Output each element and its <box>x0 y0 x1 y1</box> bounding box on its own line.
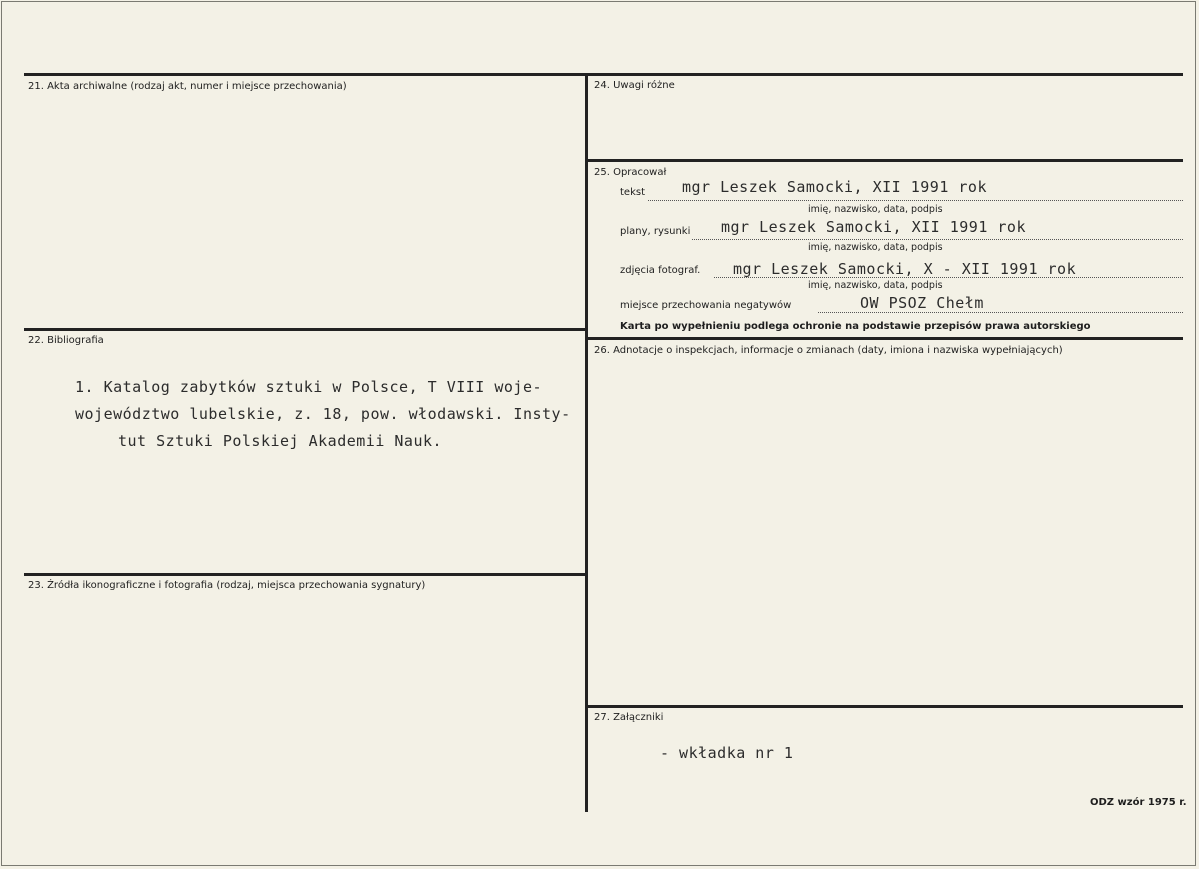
rule-25 <box>587 159 1183 162</box>
plany-value: mgr Leszek Samocki, XII 1991 rok <box>721 218 1026 236</box>
center-divider <box>585 75 588 812</box>
section-22-label: 22. Bibliografia <box>28 335 104 346</box>
form-model-label: ODZ wzór 1975 r. <box>1090 797 1187 808</box>
tekst-value: mgr Leszek Samocki, XII 1991 rok <box>682 178 987 196</box>
top-rule <box>24 73 1183 76</box>
rule-23 <box>24 573 587 576</box>
signature-caption: imię, nazwisko, data, podpis <box>808 204 943 215</box>
section-25-label: 25. Opracował <box>594 167 667 178</box>
attachment-item: - wkładka nr 1 <box>660 744 794 762</box>
section-27-label: 27. Załączniki <box>594 712 664 723</box>
rule-27 <box>587 705 1183 708</box>
signature-caption: imię, nazwisko, data, podpis <box>808 280 943 291</box>
bibliography-line: tut Sztuki Polskiej Akademii Nauk. <box>118 432 443 450</box>
zdjecia-label: zdjęcia fotograf. <box>620 265 701 276</box>
signature-caption: imię, nazwisko, data, podpis <box>808 242 943 253</box>
section-24-label: 24. Uwagi różne <box>594 80 675 91</box>
rule-26 <box>587 337 1183 340</box>
tekst-line <box>648 200 1183 201</box>
section-21-label: 21. Akta archiwalne (rodzaj akt, numer i miejsce przechowania) <box>28 81 347 92</box>
zdjecia-value: mgr Leszek Samocki, X - XII 1991 rok <box>733 260 1077 278</box>
plany-label: plany, rysunki <box>620 226 691 237</box>
negatywy-value: OW PSOZ Chełm <box>860 294 984 312</box>
bibliography-line: województwo lubelskie, z. 18, pow. włodawski. Insty- <box>75 405 571 423</box>
plany-line <box>692 239 1183 240</box>
section-23-label: 23. Źródła ikonograficzne i fotografia (rodzaj, miejsca przechowania sygnatury) <box>28 580 426 591</box>
tekst-label: tekst <box>620 187 645 198</box>
section-26-label: 26. Adnotacje o inspekcjach, informacje o zmianach (daty, imiona i nazwiska wypełniających) <box>594 345 1063 356</box>
negatywy-line <box>818 312 1183 313</box>
bibliography-line: 1. Katalog zabytków sztuki w Polsce, T VIII woje- <box>75 378 543 396</box>
copyright-notice: Karta po wypełnieniu podlega ochronie na podstawie przepisów prawa autorskiego <box>620 321 1091 332</box>
negatywy-label: miejsce przechowania negatywów <box>620 300 792 311</box>
rule-22 <box>24 328 587 331</box>
